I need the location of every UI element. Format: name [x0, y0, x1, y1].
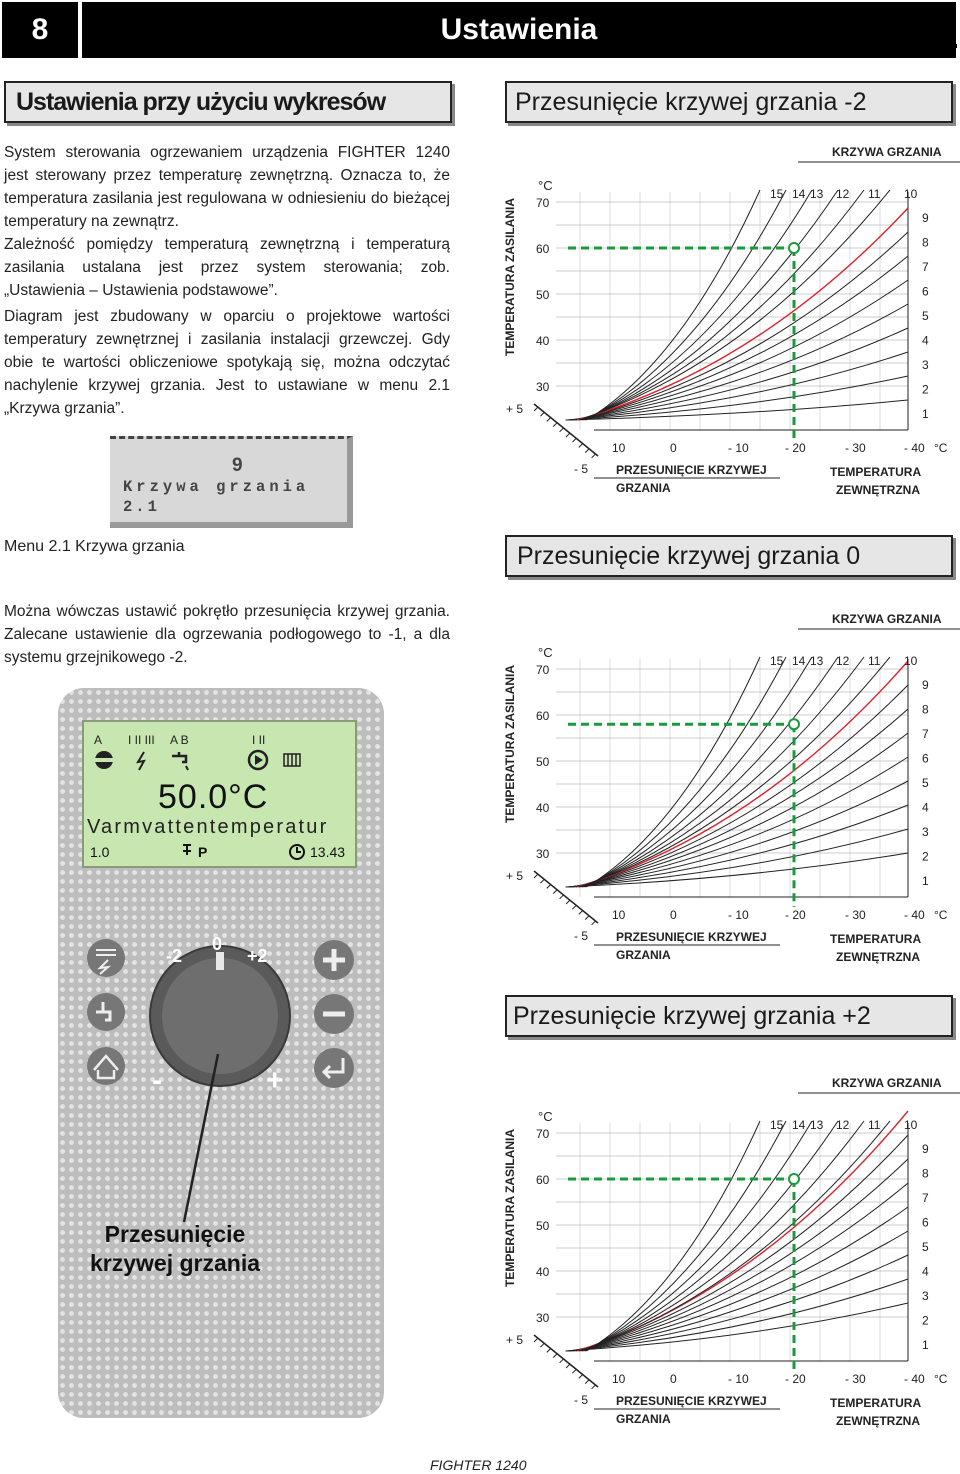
x-tick: - 30 [845, 441, 866, 455]
radiator-icon [284, 754, 300, 766]
heating-curve-6 [573, 1183, 908, 1351]
screen-label-i-ii: I II [252, 733, 266, 747]
y-axis-label: TEMPERATURA ZASILANIA [503, 1129, 517, 1287]
x-tick: - 40 [904, 1372, 925, 1386]
curve-number-top: 13 [810, 187, 824, 201]
shift-tick [592, 921, 596, 925]
x-tick: - 20 [785, 1372, 806, 1386]
shift-tick [540, 1343, 544, 1347]
shift-tick [560, 428, 564, 432]
y-tick: 30 [536, 1311, 550, 1325]
shift-tick [553, 890, 557, 894]
plus5-label: + 5 [506, 869, 524, 883]
shift-tick [572, 1369, 576, 1373]
outdoor-label-2: ZEWNĘTRZNA [836, 1414, 920, 1428]
curve-number-right: 8 [922, 235, 929, 250]
minus5-label: - 5 [574, 462, 589, 476]
curve-number-top: 15 [770, 654, 784, 668]
heating-curve-5 [572, 1207, 909, 1351]
y-tick: 50 [536, 1219, 550, 1233]
shift-tick [547, 884, 551, 888]
y-tick: 70 [536, 663, 550, 677]
curve-label: KRZYWA GRZANIA [832, 612, 942, 626]
menu-display-value: 9 [232, 455, 243, 476]
curve-number-right: 5 [922, 776, 929, 790]
knob-scale-plus2: +2 [247, 946, 268, 966]
intersection-marker [789, 719, 799, 729]
curve-number-right: 3 [922, 358, 929, 372]
shift-tick [572, 438, 576, 442]
heating-curve-9 [578, 208, 909, 420]
y-unit: °C [538, 178, 553, 193]
chart-title-minus2: Przesunięcie krzywej grzania -2 [505, 81, 953, 123]
shift-tick [534, 874, 538, 878]
x-tick: - 20 [785, 908, 806, 922]
shift-tick [566, 433, 570, 437]
header-dot [953, 44, 957, 48]
curve-number-top: 10 [904, 654, 918, 668]
shift-tick [547, 1348, 551, 1352]
curve-label: KRZYWA GRZANIA [832, 1076, 942, 1090]
chart-title-plus2: Przesunięcie krzywej grzania +2 [505, 995, 953, 1037]
knob-caption-line2: krzywej grzania [89, 1250, 261, 1276]
paragraph-diagram: Diagram jest zbudowany w oparciu o projektowe wartości temperatury zewnętrznej i zasilania instalacji grzewczej. Gdy obie te wartości obliczeniowe spotykają się, można odczytać nachylenie krzywej grzania. Jest to ustawiane w menu 2.1 „Krzywa grzania”. [4, 308, 450, 417]
page-title: Ustawienia [82, 2, 956, 58]
plus5-label: + 5 [506, 1333, 524, 1347]
shift-label-1: PRZESUNIĘCIE KRZYWEJ [616, 463, 767, 477]
y-tick: 70 [536, 196, 550, 210]
shift-tick [534, 1338, 538, 1342]
curve-number-right: 3 [922, 1289, 929, 1303]
shift-scale [534, 1335, 598, 1387]
curve-number-right: 2 [922, 382, 929, 397]
heating-curve-12 [582, 190, 838, 420]
shift-tick [579, 443, 583, 447]
heating-curve-5 [572, 757, 909, 887]
y-unit: °C [538, 645, 553, 660]
right-buttons [312, 938, 358, 1088]
outdoor-label-2: ZEWNĘTRZNA [836, 950, 920, 964]
x-tick: 10 [612, 441, 626, 455]
x-tick: 10 [612, 1372, 626, 1386]
curve-number-top: 15 [770, 187, 784, 201]
x-tick: - 30 [845, 1372, 866, 1386]
curve-number-right: 6 [922, 751, 929, 766]
shift-label-2: GRZANIA [616, 948, 671, 962]
shift-tick [566, 1364, 570, 1368]
curve-number-right: 3 [922, 825, 929, 839]
curve-number-right: 4 [922, 800, 929, 815]
x-tick: - 20 [785, 441, 806, 455]
shift-tick [540, 879, 544, 883]
knob-minus: - [152, 1064, 162, 1097]
shift-tick [540, 412, 544, 416]
enter-button[interactable] [314, 1048, 354, 1088]
y-tick: 30 [536, 847, 550, 861]
y-axis-label: TEMPERATURA ZASILANIA [503, 198, 517, 356]
screen-clock: 13.43 [310, 844, 346, 860]
curve-number-top: 10 [904, 187, 918, 201]
y-axis-label: TEMPERATURA ZASILANIA [503, 665, 517, 823]
intersection-marker [789, 243, 799, 253]
screen-description: Varmvattentemperatur [87, 816, 329, 838]
x-tick: - 10 [728, 908, 749, 922]
curve-number-top: 14 [792, 654, 806, 668]
shift-tick [585, 1380, 589, 1384]
intersection-marker [789, 1174, 799, 1184]
y-tick: 40 [536, 1265, 550, 1279]
menu-display-line1: Krzywa grzania [123, 478, 310, 496]
heating-curve-11 [581, 657, 865, 887]
curve-number-top: 14 [792, 1118, 806, 1132]
curve-number-right: 7 [922, 727, 929, 741]
heating-curve-15 [587, 190, 761, 420]
y-unit: °C [538, 1109, 553, 1124]
shift-label-2: GRZANIA [616, 1412, 671, 1426]
curve-number-right: 5 [922, 309, 929, 323]
shift-tick [566, 900, 570, 904]
outdoor-label-1: TEMPERATURA [830, 932, 922, 946]
y-tick: 70 [536, 1127, 550, 1141]
curve-number-top: 12 [836, 1118, 850, 1132]
curve-number-top: 13 [810, 1118, 824, 1132]
shift-tick [553, 1354, 557, 1358]
curve-number-right: 6 [922, 1215, 929, 1230]
x-tick: - 40 [904, 908, 925, 922]
y-tick: 40 [536, 334, 550, 348]
y-tick: 40 [536, 801, 550, 815]
heating-curve-15 [587, 657, 761, 887]
knob-caption-line1: Przesunięcie [104, 1221, 246, 1247]
y-tick: 60 [536, 242, 550, 256]
curve-number-top: 10 [904, 1118, 918, 1132]
knob-plus: + [266, 1064, 284, 1097]
chart-minus2 [498, 140, 960, 510]
footer-model: FIGHTER 1240 [430, 1457, 527, 1473]
shift-scale [534, 871, 598, 923]
shift-tick [579, 1374, 583, 1378]
lightning-icon [138, 752, 144, 770]
curve-number-right: 1 [922, 874, 929, 888]
curve-number-right: 5 [922, 1240, 929, 1254]
curve-number-right: 1 [922, 1338, 929, 1352]
heating-curve-9 [578, 1111, 909, 1351]
curve-number-right: 4 [922, 1264, 929, 1279]
curve-number-right: 2 [922, 849, 929, 864]
shift-tick [534, 407, 538, 411]
y-tick: 50 [536, 288, 550, 302]
shift-tick [560, 895, 564, 899]
shift-tick [553, 423, 557, 427]
curve-number-right: 7 [922, 260, 929, 274]
heating-curve-10 [579, 657, 890, 887]
shift-label-2: GRZANIA [616, 481, 671, 495]
plus5-label: + 5 [506, 402, 524, 416]
curve-number-top: 11 [868, 654, 881, 668]
shift-tick [560, 1359, 564, 1363]
pointer-line [170, 1050, 230, 1230]
shift-tick [585, 449, 589, 453]
curve-number-top: 13 [810, 654, 824, 668]
minus-button[interactable] [314, 994, 354, 1034]
heating-curve-12 [582, 1121, 838, 1351]
y-tick: 60 [536, 709, 550, 723]
shift-label-1: PRZESUNIĘCIE KRZYWEJ [616, 930, 767, 944]
x-tick: - 30 [845, 908, 866, 922]
section-title-curves: Ustawienia przy użyciu wykresów [4, 81, 452, 123]
knob-caption [60, 1220, 290, 1278]
curve-number-right: 6 [922, 284, 929, 299]
curve-number-right: 9 [922, 1142, 929, 1156]
knob-scale-minus2: -2 [166, 946, 183, 966]
heating-curve-8 [576, 232, 908, 420]
screen-icons [82, 740, 357, 780]
outdoor-label-1: TEMPERATURA [830, 465, 922, 479]
curve-number-right: 7 [922, 1191, 929, 1205]
heating-curve-14 [585, 190, 786, 420]
minus5-label: - 5 [574, 1393, 589, 1407]
curve-number-top: 12 [836, 654, 850, 668]
screen-label-ab: A B [170, 733, 189, 747]
curve-number-right: 9 [922, 211, 929, 225]
screen-label-i-ii-iii: I II III [128, 733, 155, 747]
heating-curve-14 [585, 657, 786, 887]
chart-title-zero: Przesunięcie krzywej grzania 0 [505, 535, 953, 577]
clock-icon [288, 843, 306, 861]
curve-number-top: 14 [792, 187, 806, 201]
curve-number-top: 11 [868, 187, 881, 201]
shift-tick [572, 905, 576, 909]
page-number: 8 [2, 2, 78, 58]
menu-display-line2: 2.1 [123, 498, 160, 516]
x-tick: 0 [670, 908, 677, 922]
plus-button[interactable] [314, 940, 354, 980]
temperature-readout: 50.0°C [158, 778, 269, 816]
screen-label-a: A [94, 733, 103, 747]
x-unit: °C [934, 1372, 948, 1386]
curve-number-right: 4 [922, 333, 929, 348]
play-circle-icon [249, 751, 267, 769]
curve-number-right: 8 [922, 702, 929, 717]
outdoor-label-1: TEMPERATURA [830, 1396, 922, 1410]
x-tick: - 10 [728, 441, 749, 455]
x-tick: - 10 [728, 1372, 749, 1386]
y-tick: 60 [536, 1173, 550, 1187]
y-tick: 30 [536, 380, 550, 394]
tap-icon [172, 752, 188, 770]
shift-label-1: PRZESUNIĘCIE KRZYWEJ [616, 1394, 767, 1408]
shift-tick [592, 454, 596, 458]
y-tick: 50 [536, 755, 550, 769]
paragraph-dependency: Zależność pomiędzy temperaturą zewnętrzną i temperaturą zasilania ustalana jest przez system sterowania; zob. „Ustawienia – Ustawienia podstawowe”. [4, 236, 450, 299]
curve-number-right: 9 [922, 678, 929, 692]
x-tick: 0 [670, 1372, 677, 1386]
thermostat-icon [180, 842, 194, 860]
shift-scale [534, 404, 598, 456]
circle-bar-icon [95, 751, 113, 769]
curve-number-top: 12 [836, 187, 850, 201]
paragraph-intro: System sterowania ogrzewaniem urządzenia FIGHTER 1240 jest sterowany przez temperaturę zewnętrzną. Oznacza to, że temperatura zasilania jest regulowana w odniesieniu do bieżącej temperatury na zewnątrz. [4, 144, 450, 230]
shift-tick [579, 910, 583, 914]
heating-curve-15 [587, 1121, 761, 1351]
x-tick: 10 [612, 908, 626, 922]
x-tick: - 40 [904, 441, 925, 455]
curve-number-top: 15 [770, 1118, 784, 1132]
shift-tick [592, 1385, 596, 1389]
x-unit: °C [934, 908, 948, 922]
screen-p-label: P [198, 844, 208, 860]
heating-curve-11 [581, 1121, 865, 1351]
heating-curve-10 [579, 190, 890, 420]
minus5-label: - 5 [574, 929, 589, 943]
outdoor-label-2: ZEWNĘTRZNA [836, 483, 920, 497]
curve-number-top: 11 [868, 1118, 881, 1132]
paragraph-setting: Można wówczas ustawić pokrętło przesunięcia krzywej grzania. Zalecane ustawienie dla ogrzewania podłogowego to -1, a dla systemu grzejnikowego -2. [4, 603, 450, 666]
chart-plus2 [498, 1071, 960, 1441]
curve-label: KRZYWA GRZANIA [832, 145, 942, 159]
chart-zero [498, 607, 960, 977]
shift-tick [547, 417, 551, 421]
shift-tick [585, 916, 589, 920]
menu-caption: Menu 2.1 Krzywa grzania [4, 538, 185, 555]
screen-menu-number: 1.0 [90, 844, 110, 860]
curve-number-right: 1 [922, 407, 929, 421]
curve-number-right: 8 [922, 1166, 929, 1181]
x-unit: °C [934, 441, 948, 455]
knob-scale-zero: 0 [212, 934, 223, 954]
curve-number-right: 2 [922, 1313, 929, 1328]
x-tick: 0 [670, 441, 677, 455]
